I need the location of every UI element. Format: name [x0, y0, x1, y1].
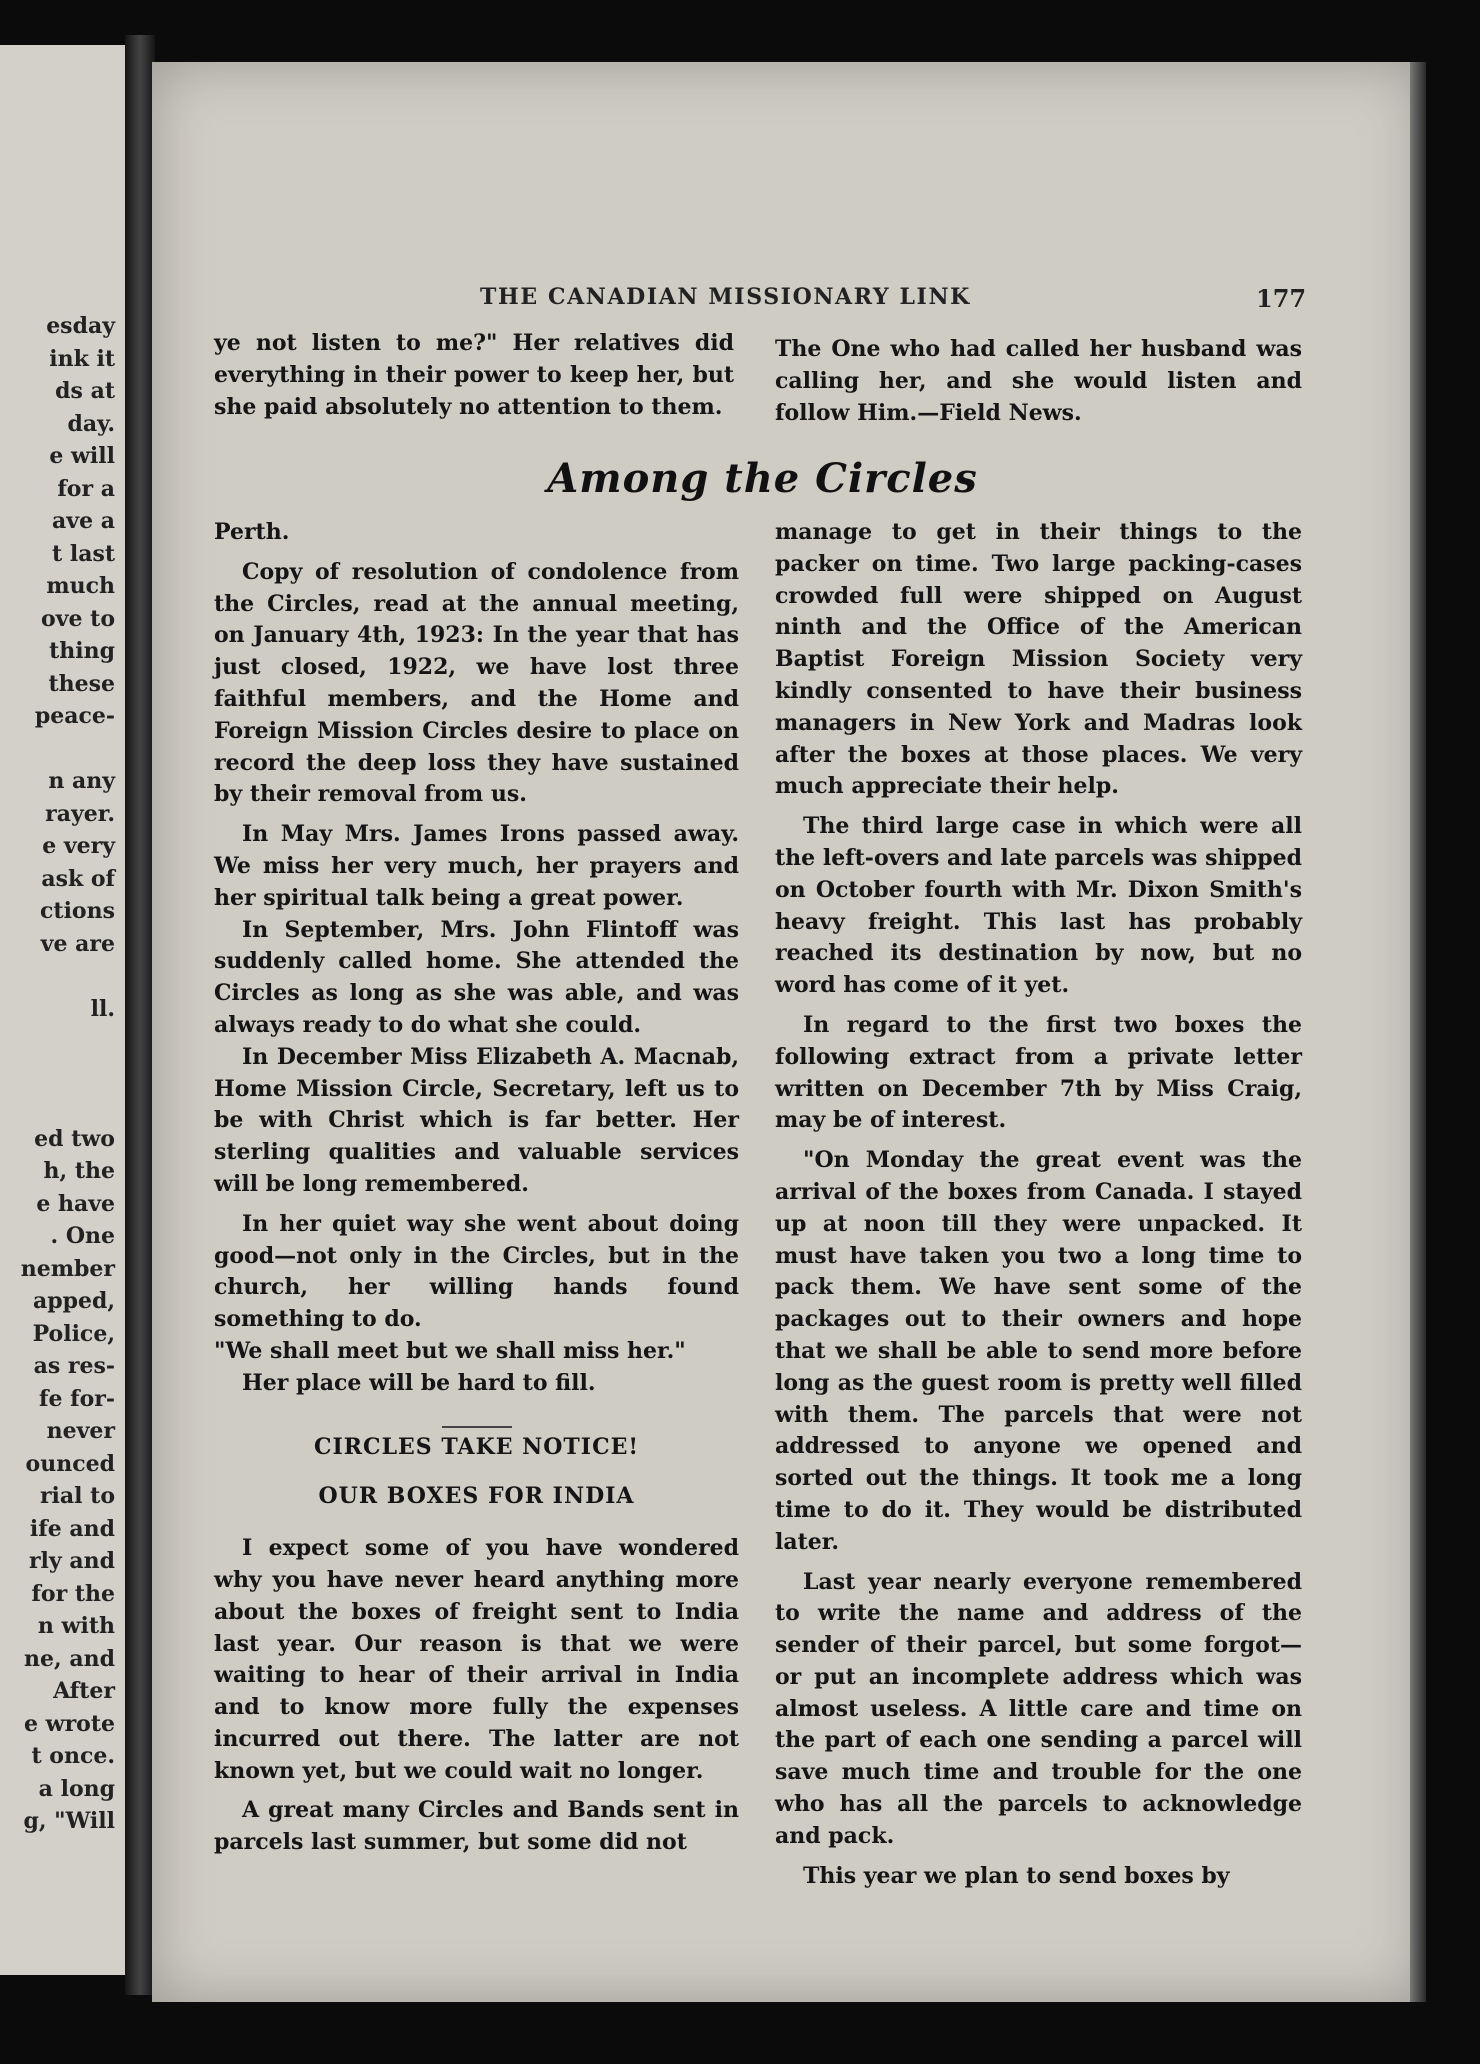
paragraph: In December Miss Elizabeth A. Macnab, Home Mission Circle, Secretary, left us to be with Christ which is far better. Her sterling qualities and valuable services will be long remembered. — [214, 1043, 739, 1197]
paragraph: I expect some of you have wondered why you have never heard anything more about the boxes of freight sent to India last year. Our reason is that we were waiting to hear of their arrival in India and to know more fully the expenses incurred out there. The latter are not known yet, but we could wait no longer. — [214, 1535, 739, 1784]
facing-page-sliver — [0, 45, 125, 1975]
facing-page-fragment: as res- — [33, 1353, 115, 1379]
top-left-text: ye not listen to me?" Her relatives did everything in their power to keep her, but she paid absolutely no attention to them. — [214, 330, 734, 420]
facing-page-fragment: n with — [37, 1613, 115, 1639]
facing-page-fragment: ctions — [40, 898, 115, 924]
paragraph: "On Monday the great event was the arrival of the boxes from Canada. I stayed up at noon till they were unpacked. It must have taken you two a long time to pack them. We have sent some of the packages out to their owners and hope that we shall be able to send more before long as the guest room is pretty well filled with them. The parcels that were not addressed to anyone we opened and sorted out the things. It took me a long time to do it. They would be distributed later. — [775, 1147, 1302, 1555]
heading-circles-take-notice: CIRCLES TAKE NOTICE! — [313, 1433, 640, 1460]
page-edge — [1410, 62, 1426, 2002]
facing-page-fragment: . One — [50, 1223, 115, 1249]
book-gutter — [125, 35, 155, 1995]
facing-page-fragment: rly and — [28, 1548, 115, 1574]
facing-page-fragment: esday — [46, 313, 115, 339]
facing-page-fragment: ounced — [25, 1450, 115, 1477]
divider — [442, 1426, 512, 1428]
facing-page-fragment: rial to — [39, 1483, 115, 1509]
running-header: THE CANADIAN MISSIONARY LINK — [480, 284, 971, 310]
left-column — [214, 517, 739, 1859]
facing-page-fragment: much — [46, 573, 115, 599]
paragraph: In her quiet way she went about doing good—not only in the Circles, but in the church, her willing hands found something to do. — [214, 1210, 739, 1333]
facing-page-fragment: n any — [48, 768, 115, 794]
facing-page-fragment: Police, — [32, 1320, 115, 1347]
top-right-continuation — [775, 334, 1302, 429]
facing-page-fragment: ed two — [34, 1125, 115, 1152]
facing-page-fragment: e very — [42, 833, 115, 859]
facing-page-fragment: for a — [57, 475, 115, 502]
facing-page-fragment: ll. — [90, 995, 115, 1022]
facing-page-fragment: ds at — [55, 378, 115, 404]
paragraph: Copy of resolution of condolence from the Circles, read at the annual meeting, on January 4th, 1923: In the year that has just closed, 1922, we have lost three faithful members, and the Home and Foreign Mission Circles desire to place on record the deep loss they have sustained by their removal from us. — [214, 558, 739, 808]
paragraph: In May Mrs. James Irons passed away. We miss her very much, her prayers and her spiritual talk being a great power. — [214, 821, 739, 911]
section-title: Among the Circles — [547, 455, 978, 502]
top-left-continuation — [214, 328, 734, 423]
facing-page-fragment: peace- — [34, 703, 115, 729]
facing-page-fragment: never — [46, 1418, 115, 1444]
facing-page-fragment: for the — [31, 1580, 115, 1607]
facing-page-fragment: day. — [67, 410, 115, 437]
facing-page-fragment: After — [53, 1678, 115, 1704]
facing-page-fragment: thing — [49, 638, 115, 664]
facing-page-fragment: fe for- — [39, 1385, 115, 1412]
page-number: 177 — [1256, 284, 1307, 313]
facing-page-fragment: g, "Will — [23, 1808, 115, 1834]
paragraph: The third large case in which were all the left-overs and late parcels was shipped on October fourth with Mr. Dixon Smith's heavy freight. This last has probably reached its destination by now, but no word has come of it yet. — [775, 813, 1302, 999]
facing-page-fragment: ve are — [40, 930, 115, 957]
facing-page-fragment: e have — [36, 1190, 115, 1217]
facing-page-fragment: ne, and — [24, 1645, 115, 1672]
paragraph: In September, Mrs. John Flintoff was suddenly called home. She attended the Circles as long as she was able, and was always ready to do what she could. — [214, 916, 739, 1038]
facing-page-fragment: e will — [49, 443, 115, 469]
right-column — [775, 517, 1302, 1892]
facing-page-fragment: ove to — [41, 605, 115, 632]
facing-page-fragment: ask of — [41, 865, 115, 892]
paragraph: A great many Circles and Bands sent in parcels last summer, but some did not — [214, 1797, 739, 1856]
top-right-text: The One who had called her husband was calling her, and she would listen and follow Him.—Field News. — [775, 336, 1302, 426]
place-heading: Perth. — [214, 519, 290, 545]
facing-page-fragment: h, the — [43, 1158, 115, 1184]
facing-page-fragment: ave a — [52, 508, 115, 534]
facing-page-fragment: e wrote — [23, 1710, 115, 1737]
facing-page-fragment: ife and — [29, 1515, 115, 1542]
paragraph: In regard to the first two boxes the following extract from a private letter written on December 7th by Miss Craig, may be of interest. — [775, 1011, 1302, 1134]
facing-page-fragment: nember — [20, 1255, 115, 1282]
facing-page-fragment: rayer. — [45, 800, 115, 827]
paragraph: Her place will be hard to fill. — [242, 1369, 596, 1396]
facing-page-fragment: t last — [52, 540, 115, 567]
quote: "We shall meet but we shall miss her." — [214, 1337, 686, 1364]
heading-our-boxes: OUR BOXES FOR INDIA — [318, 1483, 635, 1510]
paragraph: manage to get in their things to the packer on time. Two large packing-cases crowded full were shipped on August ninth and the Office of the American Baptist Foreign Mission Society very kindly consented to have their business managers in New York and Madras look after the boxes at those places. We very much appreciate their help. — [775, 519, 1302, 800]
facing-page-fragment: ink it — [49, 345, 115, 372]
paragraph: This year we plan to send boxes by — [803, 1862, 1230, 1889]
facing-page-fragment: apped, — [32, 1288, 115, 1314]
facing-page-fragment: a long — [38, 1775, 115, 1802]
facing-page-fragment: t once. — [31, 1743, 115, 1769]
facing-page-fragment: these — [48, 670, 115, 697]
paragraph: Last year nearly everyone remembered to write the name and address of the sender of their parcel, but some forgot—or put an incomplete address which was almost useless. A little care and time on the part of each one sending a parcel will save much time and trouble for the one who has all the parcels to acknowledge and pack. — [775, 1568, 1302, 1849]
